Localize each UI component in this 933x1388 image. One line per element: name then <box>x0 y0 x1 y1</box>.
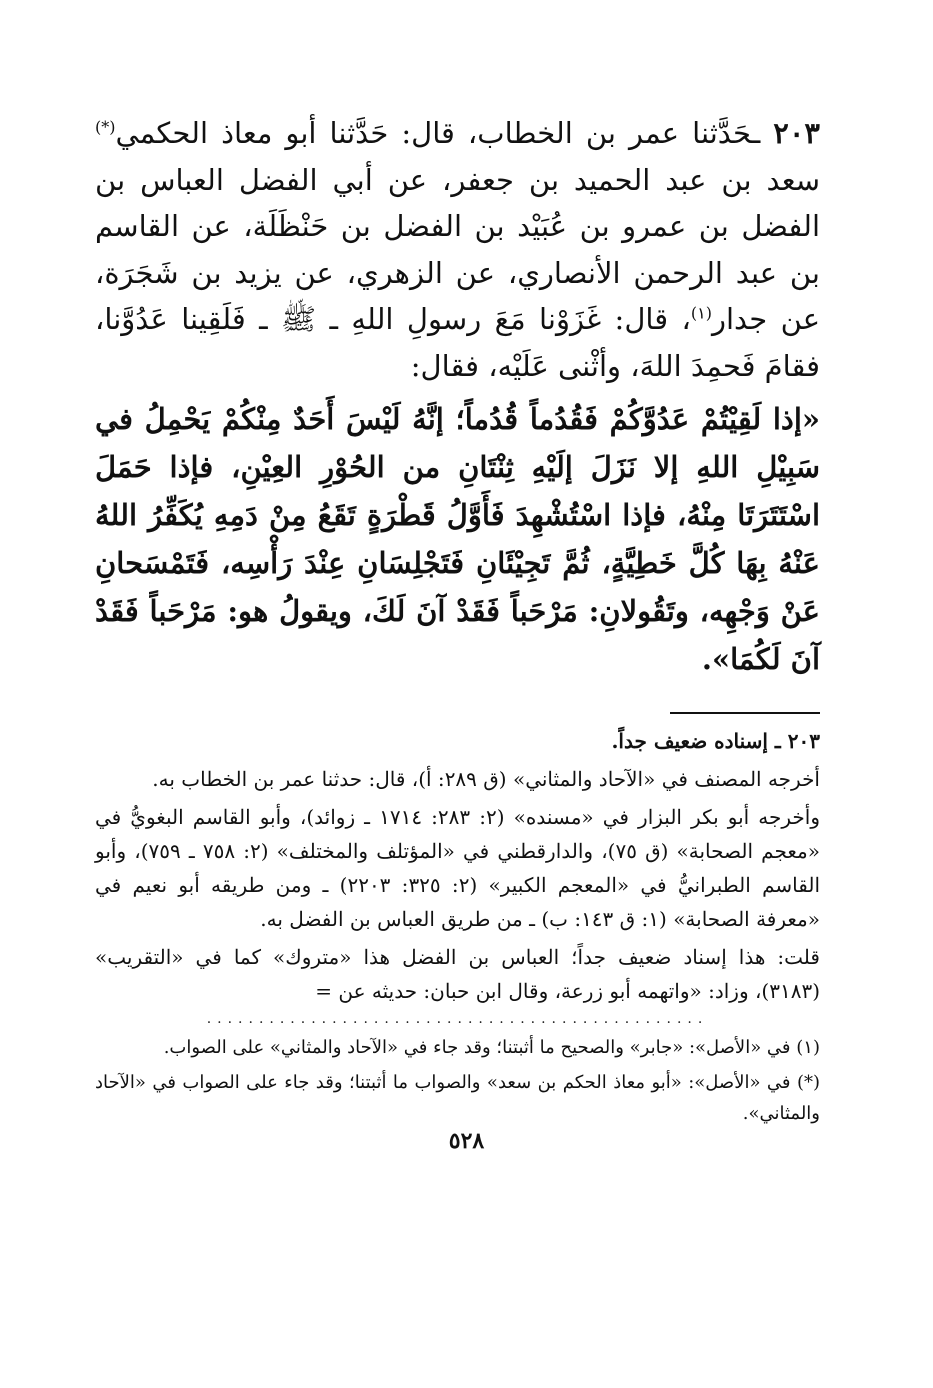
footnote-dots-divider: ................................................ <box>206 1011 709 1027</box>
isnad-continued: سعد بن عبد الحميد بن جعفر، عن أبي الفضل العباس بن الفضل بن عمرو بن عُبَيْد بن الفضل بن حَنْظَلَة، عن القاسم بن عبد الرحمن الأنصاري، عن الزهري، عن يزيد بن شَجَرَة، عن جدار <box>95 162 820 336</box>
hadith-number: ٢٠٣ <box>773 116 820 150</box>
note-source: أخرجه المصنف في «الآحاد والمثاني» (ق ٢٨٩: أ)، قال: حدثنا عمر بن الخطاب به. <box>152 767 820 791</box>
isnad-marker: (*) <box>95 117 116 137</box>
commentary-notes <box>95 724 820 1008</box>
note-other-sources: وأخرجه أبو بكر البزار في «مسنده» (٢: ٢٨٣: ١٧١٤ ـ زوائد)، وأبو القاسم البغويُّ في «معجم الصحابة» (ق ٧٥)، والدارقطني في «المؤتلف والمختلف» (٢: ٧٥٨ ـ ٧٥٩)، وأبو القاسم الطبرانيُّ في «المعجم الكبير» (٢: ٣٢٥: ٢٢٠٣) ـ ومن طريقه أبو نعيم في «معرفة الصحابة» (١: ق ١٤٣: ب) ـ من طريق العباس بن الفضل به. <box>95 805 821 931</box>
page-number: ٥٢٨ <box>448 1128 485 1154</box>
narration-text: ، قال: غَزَوْنا مَعَ رسولِ اللهِ ـ ﷺ ـ فَلَقِينا عَدُوَّنا، فقامَ فَحمِدَ اللهَ، وأثْنى عَلَيْه، فقال: <box>95 302 820 383</box>
notes-divider <box>670 712 820 714</box>
hadith-text: «إذا لَقِيْتُمْ عَدُوَّكُمْ فَقُدُماً قُدُماً؛ إنَّهُ لَيْسَ أَحَدٌ مِنْكُمْ يَحْمِلُ في سَبِيْلِ اللهِ إلا نَزَلَ إلَيْهِ ثِنْتَانِ من الحُوْرِ العِيْنِ، فإذا حَمَلَ اسْتَتَرَتَا مِنْهُ، فإذا اسْتُشْهِدَ فَأَوَّلُ قَطْرَةٍ تَقَعُ مِنْ دَمِهِ يُكَفِّرُ اللهُ عَنْهُ بِهَا كُلَّ خَطِيَّةٍ، ثُمَّ تَجِيْئَانِ فَتَجْلِسَانِ عِنْدَ رَأْسِه، فَتَمْسَحانِ عَنْ وَجْهِه، وتَقُولانِ: مَرْحَباً فَقَدْ آنَ لَكَ، ويقولُ هو: مَرْحَباً فَقَدْ آنَ لَكُمَا». <box>95 402 820 676</box>
note-grading: ٢٠٣ ـ إسناده ضعيف جداً. <box>611 729 820 753</box>
footnotes <box>95 1032 820 1129</box>
footnote-marker: (١) <box>690 303 712 323</box>
footnote-star: (*) في «الأصل»: «أبو معاذ الحكم بن سعد» والصواب ما أثبتنا؛ وقد جاء على الصواب في «الآحاد والمثاني». <box>95 1072 820 1124</box>
isnad-paragraph <box>95 110 820 389</box>
note-critique: قلت: هذا إسناد ضعيف جداً؛ العباس بن الفضل هذا «متروك» كما في «التقريب» (٣١٨٣)، وزاد: «واتهمه أبو زرعة، وقال ابن حبان: حديثه عن = <box>95 945 820 1003</box>
isnad-opening: ـحَدَّثنا عمر بن الخطاب، قال: حَدَّثنا أبو معاذ الحكمي <box>115 116 774 150</box>
footnote-1: (١) في «الأصل»: «جابر» والصحيح ما أثبتنا؛ وقد جاء في «الآحاد والمثاني» على الصواب. <box>163 1037 820 1058</box>
